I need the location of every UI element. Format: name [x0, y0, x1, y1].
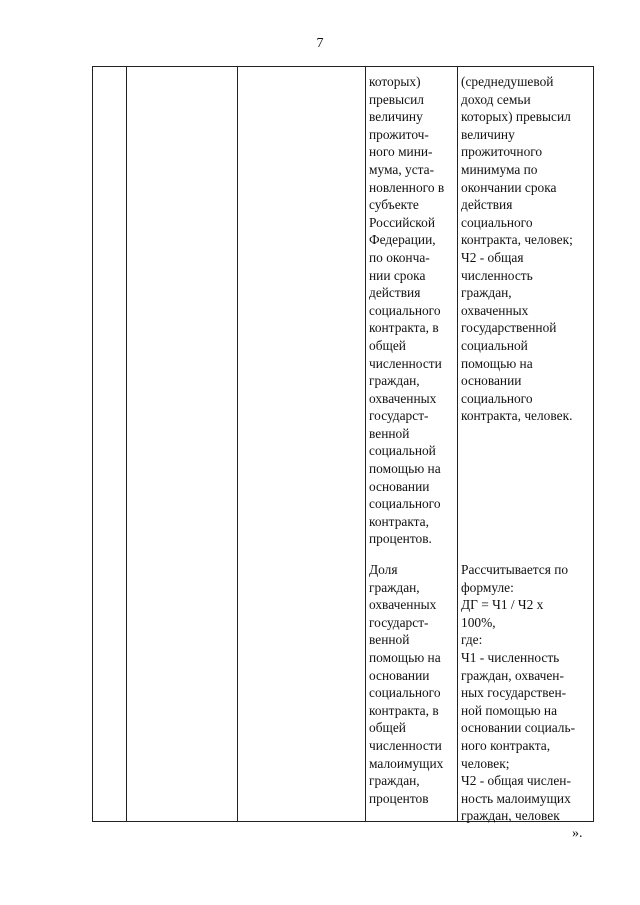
formula-cell: (среднедушевой доход семьи которых) превысил величину прожиточного минимума по окончании срока действия социального контракта, человек; Ч2 - общая численность граждан, охваченных государственной социальной помощью на основании социального контракта, человек.	[461, 74, 573, 424]
column-divider	[126, 67, 127, 821]
indicator-cell: Доля граждан, охваченных государст- венной помощью на основании социального контракта, в общей численности малоимущих граждан, процентов	[369, 562, 444, 806]
indicator-table	[92, 66, 594, 822]
column-divider	[457, 67, 458, 821]
column-divider	[365, 67, 366, 821]
page-number: 7	[316, 36, 324, 51]
column-divider	[237, 67, 238, 821]
formula-cell: Рассчитывается по формуле: ДГ = Ч1 / Ч2 х 100%, где: Ч1 - численность граждан, охвачен- ных государствен- ной помощью на основании социаль- ного контракта, человек; Ч2 - общая числен- ность малоимущих граждан, человек	[461, 562, 576, 824]
indicator-cell: которых) превысил величину прожиточ- ного мини- мума, уста- новленного в субъекте Российской Федерации, по оконча- нии срока действия социального контракта, в общей численности граждан, охваченных государст- венной социальной помощью на основании социального контракта, процентов.	[369, 74, 445, 547]
closing-quote-mark: ».	[572, 826, 583, 841]
